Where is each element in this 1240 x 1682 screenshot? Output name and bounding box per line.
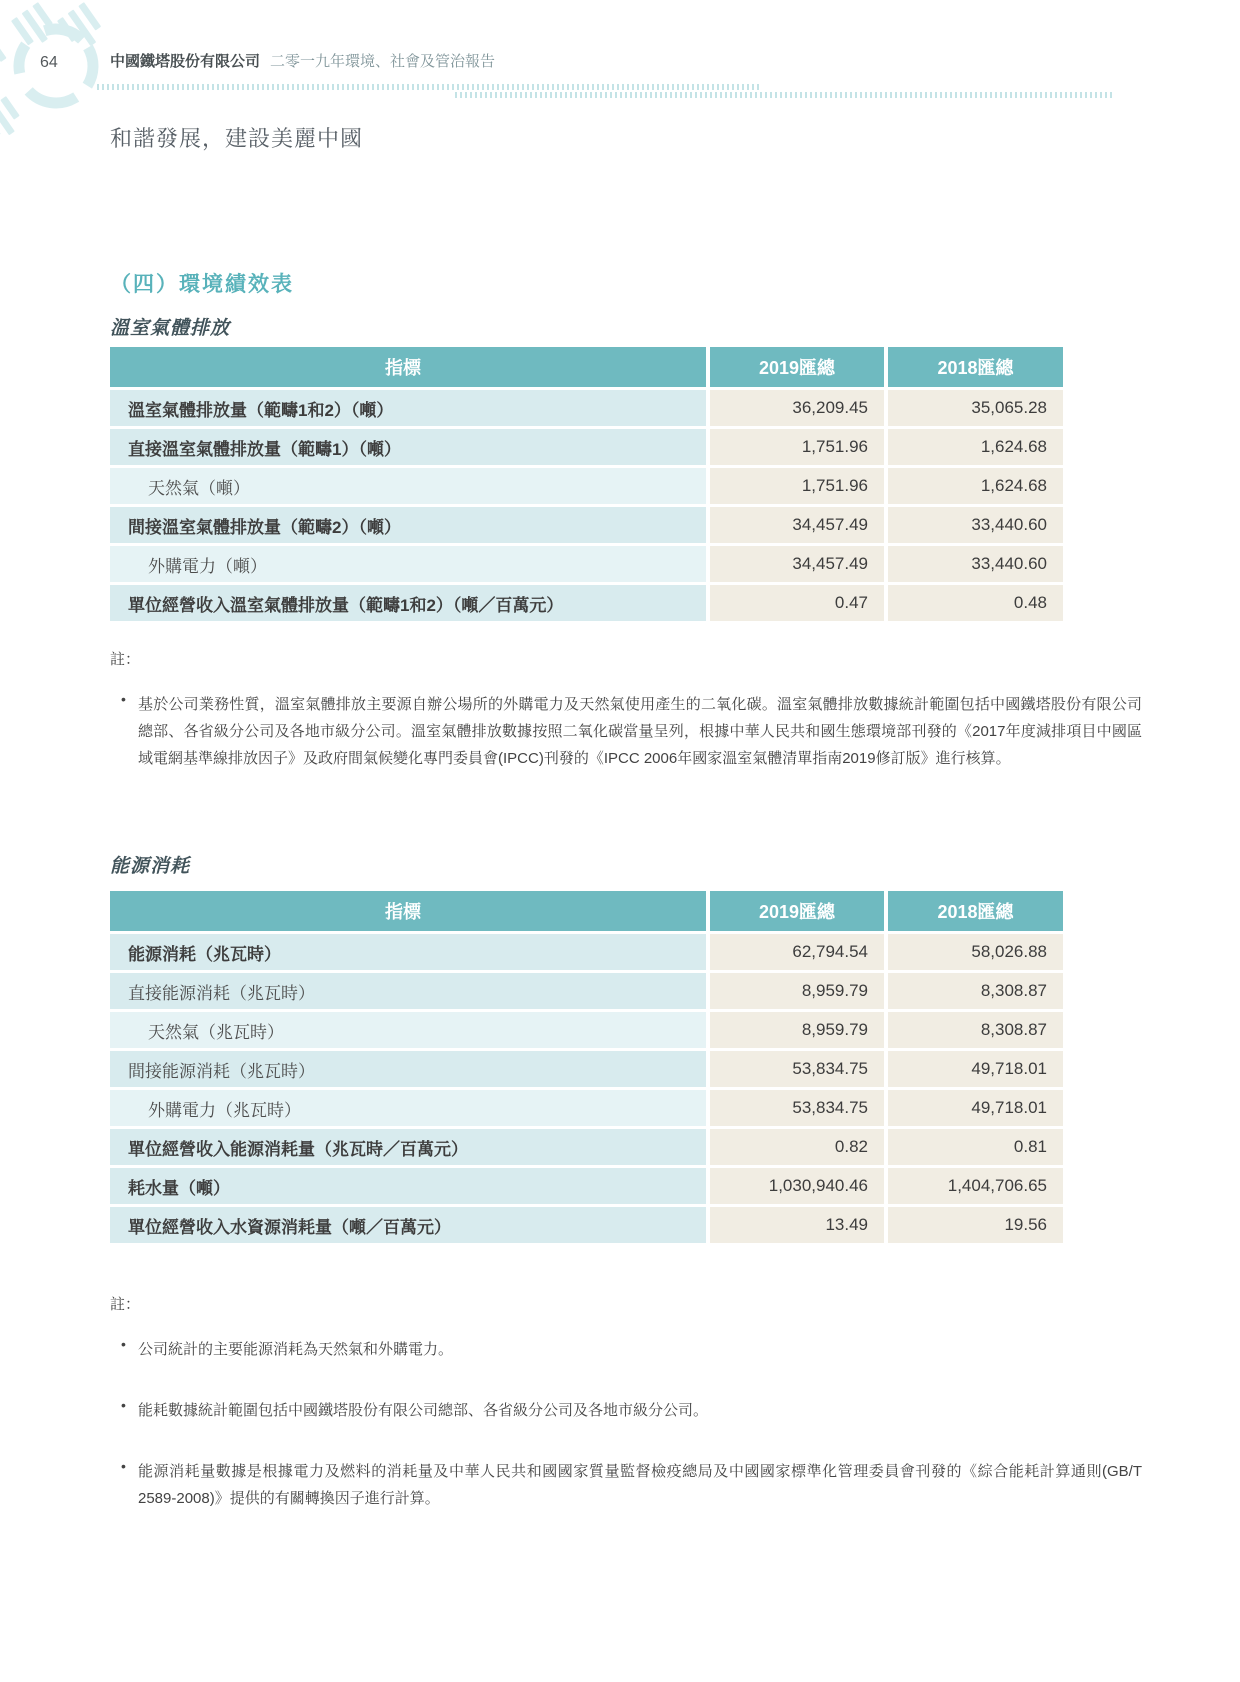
column-header-metric: 指標	[110, 891, 706, 931]
column-header-2019: 2019匯總	[710, 347, 884, 387]
header-divider-line-2	[455, 92, 1112, 98]
value-2019: 36,209.45	[710, 390, 884, 426]
corner-decoration	[0, 0, 170, 190]
metric-label: 間接溫室氣體排放量（範疇2）（噸）	[110, 507, 706, 543]
note-item	[110, 691, 1142, 772]
column-header-2018: 2018匯總	[888, 347, 1063, 387]
table-row	[110, 546, 1063, 582]
bullet-icon: •	[121, 1397, 126, 1413]
note-text: 能源消耗量數據是根據電力及燃料的消耗量及中華人民共和國國家質量監督檢疫總局及中國國家標準化管理委員會刊發的《綜合能耗計算通則(GB/T 2589-2008)》提供的有關轉換因子進行計算。	[138, 1463, 1142, 1507]
table-row	[110, 468, 1063, 504]
header-divider-line-1	[97, 84, 762, 90]
table-row	[110, 1051, 1063, 1087]
value-2018: 58,026.88	[888, 934, 1063, 970]
note-item	[110, 1458, 1142, 1512]
value-2018: 33,440.60	[888, 546, 1063, 582]
table-row	[110, 585, 1063, 621]
metric-label: 外購電力（噸）	[110, 546, 706, 582]
value-2019: 53,834.75	[710, 1090, 884, 1126]
value-2019: 62,794.54	[710, 934, 884, 970]
value-2019: 34,457.49	[710, 546, 884, 582]
value-2019: 8,959.79	[710, 973, 884, 1009]
table-row	[110, 429, 1063, 465]
metric-label: 天然氣（噸）	[110, 468, 706, 504]
value-2019: 53,834.75	[710, 1051, 884, 1087]
page-number: 64	[40, 54, 58, 71]
metric-label: 單位經營收入能源消耗量（兆瓦時／百萬元）	[110, 1129, 706, 1165]
ghg-emissions-table	[110, 347, 1063, 624]
value-2018: 0.48	[888, 585, 1063, 621]
table-row	[110, 507, 1063, 543]
table-1-title: 溫室氣體排放	[110, 318, 231, 339]
ghg-notes	[110, 648, 1142, 772]
table-row	[110, 1168, 1063, 1204]
value-2018: 49,718.01	[888, 1090, 1063, 1126]
value-2019: 8,959.79	[710, 1012, 884, 1048]
metric-label: 直接溫室氣體排放量（範疇1）（噸）	[110, 429, 706, 465]
value-2019: 1,751.96	[710, 429, 884, 465]
energy-consumption-table	[110, 891, 1063, 1246]
column-header-2018: 2018匯總	[888, 891, 1063, 931]
metric-label: 單位經營收入水資源消耗量（噸／百萬元）	[110, 1207, 706, 1243]
value-2018: 8,308.87	[888, 1012, 1063, 1048]
metric-label: 間接能源消耗（兆瓦時）	[110, 1051, 706, 1087]
value-2018: 8,308.87	[888, 973, 1063, 1009]
note-text: 公司統計的主要能源消耗為天然氣和外購電力。	[138, 1341, 454, 1358]
energy-notes	[110, 1293, 1142, 1546]
value-2018: 19.56	[888, 1207, 1063, 1243]
metric-label: 外購電力（兆瓦時）	[110, 1090, 706, 1126]
note-item	[110, 1336, 1142, 1363]
bullet-icon: •	[121, 1336, 126, 1352]
column-header-metric: 指標	[110, 347, 706, 387]
note-text: 基於公司業務性質，溫室氣體排放主要源自辦公場所的外購電力及天然氣使用產生的二氧化碳。溫室氣體排放數據統計範圍包括中國鐵塔股份有限公司總部、各省級分公司及各地市級分公司。溫室氣體排放數據按照二氧化碳當量呈列，根據中華人民共和國生態環境部刊發的《2017年度減排項目中國區域電網基準線排放因子》及政府間氣候變化專門委員會(IPCC)刊發的《IPCC 2006年國家溫室氣體清單指南2019修訂版》進行核算。	[138, 696, 1142, 767]
value-2018: 49,718.01	[888, 1051, 1063, 1087]
value-2018: 1,624.68	[888, 429, 1063, 465]
table-row	[110, 390, 1063, 426]
table-row	[110, 973, 1063, 1009]
table-row	[110, 1207, 1063, 1243]
value-2019: 1,030,940.46	[710, 1168, 884, 1204]
value-2018: 33,440.60	[888, 507, 1063, 543]
metric-label: 能源消耗（兆瓦時）	[110, 934, 706, 970]
value-2019: 13.49	[710, 1207, 884, 1243]
metric-label: 天然氣（兆瓦時）	[110, 1012, 706, 1048]
notes-label: 註：	[110, 1296, 141, 1313]
metric-label: 耗水量（噸）	[110, 1168, 706, 1204]
chapter-tagline: 和諧發展，建設美麗中國	[110, 126, 364, 151]
table-header-row	[110, 891, 1063, 931]
value-2019: 0.82	[710, 1129, 884, 1165]
value-2018: 0.81	[888, 1129, 1063, 1165]
column-header-2019: 2019匯總	[710, 891, 884, 931]
bullet-icon: •	[121, 1458, 126, 1474]
report-title: 二零一九年環境、社會及管治報告	[270, 53, 496, 70]
value-2018: 1,624.68	[888, 468, 1063, 504]
company-name: 中國鐵塔股份有限公司	[110, 53, 261, 70]
value-2018: 1,404,706.65	[888, 1168, 1063, 1204]
section-title: （四）環境績效表	[110, 273, 294, 296]
note-item	[110, 1397, 1142, 1424]
table-header-row	[110, 347, 1063, 387]
metric-label: 直接能源消耗（兆瓦時）	[110, 973, 706, 1009]
value-2019: 34,457.49	[710, 507, 884, 543]
table-row	[110, 1090, 1063, 1126]
note-text: 能耗數據統計範圍包括中國鐵塔股份有限公司總部、各省級分公司及各地市級分公司。	[138, 1402, 709, 1419]
value-2019: 0.47	[710, 585, 884, 621]
table-row	[110, 1129, 1063, 1165]
bullet-icon: •	[121, 691, 126, 707]
metric-label: 單位經營收入溫室氣體排放量（範疇1和2）（噸／百萬元）	[110, 585, 706, 621]
value-2018: 35,065.28	[888, 390, 1063, 426]
value-2019: 1,751.96	[710, 468, 884, 504]
notes-label: 註：	[110, 651, 141, 668]
document-header	[110, 50, 495, 71]
table-2-title: 能源消耗	[110, 856, 191, 877]
metric-label: 溫室氣體排放量（範疇1和2）（噸）	[110, 390, 706, 426]
table-row	[110, 934, 1063, 970]
table-row	[110, 1012, 1063, 1048]
